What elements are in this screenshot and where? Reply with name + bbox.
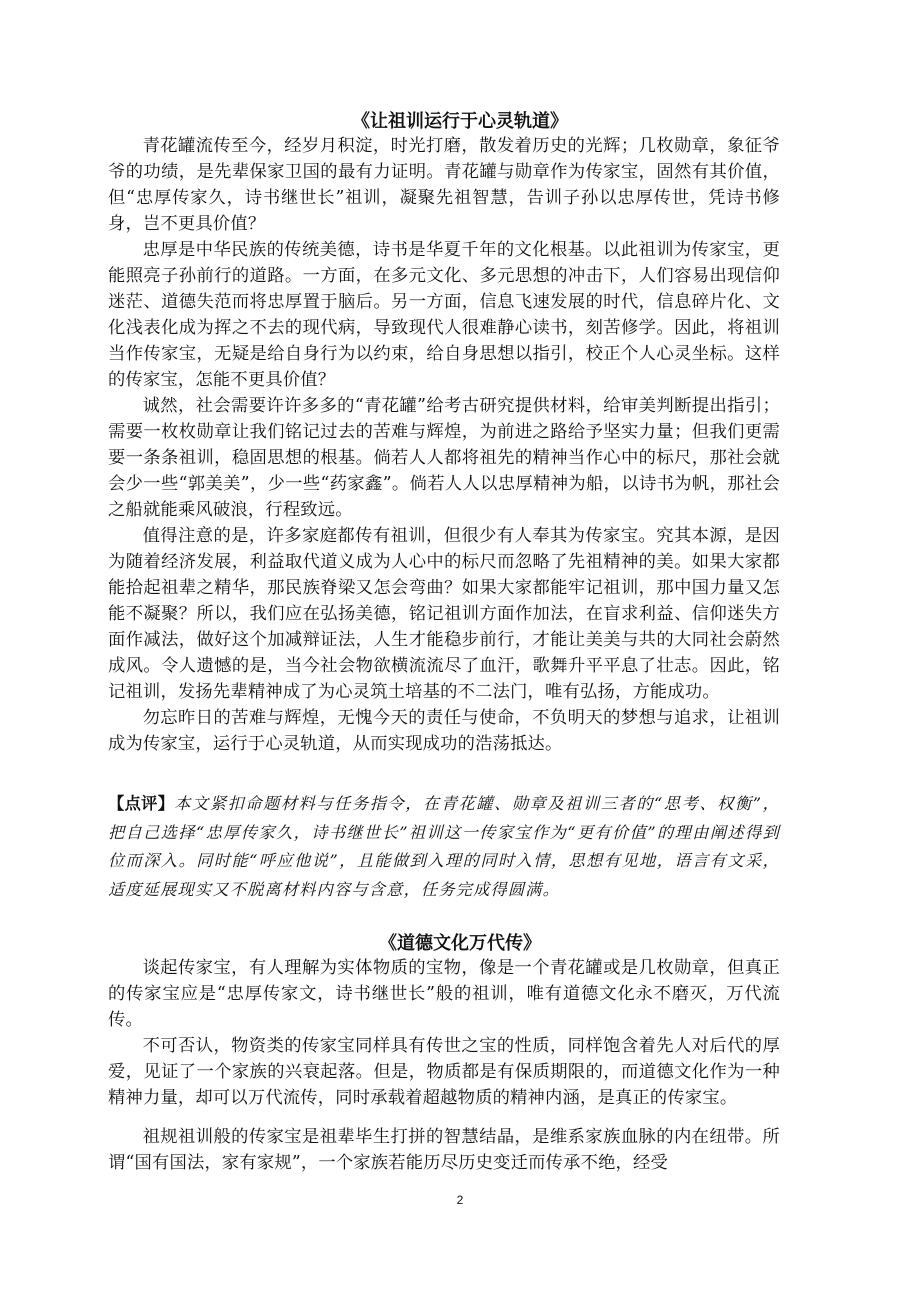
essay-2-title: 《道德文化万代传》 [379,933,541,954]
essay-1-paragraph-4: 值得注意的是，许多家庭都传有祖训，但很少有人奉其为传家宝。究其本源，是因为随着经济发展，利益取代道义成为人心中的标尺而忽略了先祖精神的美。如果大家都能拾起祖辈之精华，那民族脊梁又怎会弯曲？如果大家都能牢记祖训，那中国力量又怎能不凝聚？所以，我们应在弘扬美德，铭记祖训方面作加法，在盲求利益、信仰迷失方面作减法，做好这个加减辩证法，人生才能稳步前行，才能让美美与共的大同社会蔚然成风。令人遗憾的是，当今社会物欲横流流尽了血汗，歌舞升平平息了壮志。因此，铭记祖训，发扬先辈精神成了为心灵筑土培基的不二法门，唯有弘扬，方能成功。 [108,526,780,702]
essay-1-paragraph-1: 青花罐流传至今，经岁月积淀，时光打磨，散发着历史的光辉；几枚勋章，象征爷爷的功绩，是先辈保家卫国的最有力证明。青花罐与勋章作为传家宝，固然有其价值，但“忠厚传家久，诗书继世长”祖训，凝聚先祖智慧，告训子孙以忠厚传世，凭诗书修身，岂不更具价值？ [108,136,780,234]
page-number: 2 [456,1193,464,1207]
essay-2-paragraph-3: 祖规祖训般的传家宝是祖辈毕生打拼的智慧结晶，是维系家族血脉的内在纽带。所谓“国有国法，家有家规”，一个家族若能历尽历史变迁而传承不绝，经受 [108,1127,780,1173]
essay-1-paragraph-2: 忠厚是中华民族的传统美德，诗书是华夏千年的文化根基。以此祖训为传家宝，更能照亮子孙前行的道路。一方面，在多元文化、多元思想的冲击下，人们容易出现信仰迷茫、道德失范而将忠厚置于脑后。另一方面，信息飞速发展的时代，信息碎片化、文化浅表化成为挥之不去的现代病，导致现代人很难静心读书，刻苦修学。因此，将祖训当作传家宝，无疑是给自身行为以约束，给自身思想以指引，校正个人心灵坐标。这样的传家宝，怎能不更具价值？ [108,240,780,390]
essay-1-title: 《让祖训运行于心灵轨道》 [352,111,568,132]
teacher-comment [108,790,780,904]
essay-2-paragraph-1: 谈起传家宝，有人理解为实体物质的宝物，像是一个青花罐或是几枚勋章，但真正的传家宝应是“忠厚传家文，诗书继世长”般的祖训，唯有道德文化永不磨灭，万代流传。 [108,958,780,1030]
comment-label: 【点评】 [108,794,175,813]
comment-text: 本文紧扣命题材料与任务指令，在青花罐、勋章及祖训三者的“思考、权衡”，把自己选择“忠厚传家久，诗书继世长”祖训这一传家宝作为“更有价值”的理由阐述得到位而深入。同时能“呼应他说”，且能做到入理的同时入情，思想有见地，语言有文采，适度延展现实又不脱离材料内容与含意，任务完成得圆满。 [108,794,780,899]
essay-2-paragraph-2: 不可否认，物资类的传家宝同样具有传世之宝的性质，同样饱含着先人对后代的厚爱，见证了一个家族的兴衰起落。但是，物质都是有保质期限的，而道德文化作为一种精神力量，却可以万代流传，同时承载着超越物质的精神内涵，是真正的传家宝。 [108,1036,780,1108]
essay-1-paragraph-3: 诚然，社会需要许许多多的“青花罐”给考古研究提供材料，给审美判断提出指引；需要一枚枚勋章让我们铭记过去的苦难与辉煌，为前进之路给予坚实力量；但我们更需要一条条祖训，稳固思想的根基。倘若人人都将祖先的精神当作心中的标尺，那社会就会少一些“郭美美”，少一些“药家鑫”。倘若人人以忠厚精神为船，以诗书为帆，那社会之船就能乘风破浪，行程致远。 [108,396,780,520]
essay-1-paragraph-5: 勿忘昨日的苦难与辉煌，无愧今天的责任与使命，不负明天的梦想与追求，让祖训成为传家宝，运行于心灵轨道，从而实现成功的浩荡抵达。 [108,708,780,754]
